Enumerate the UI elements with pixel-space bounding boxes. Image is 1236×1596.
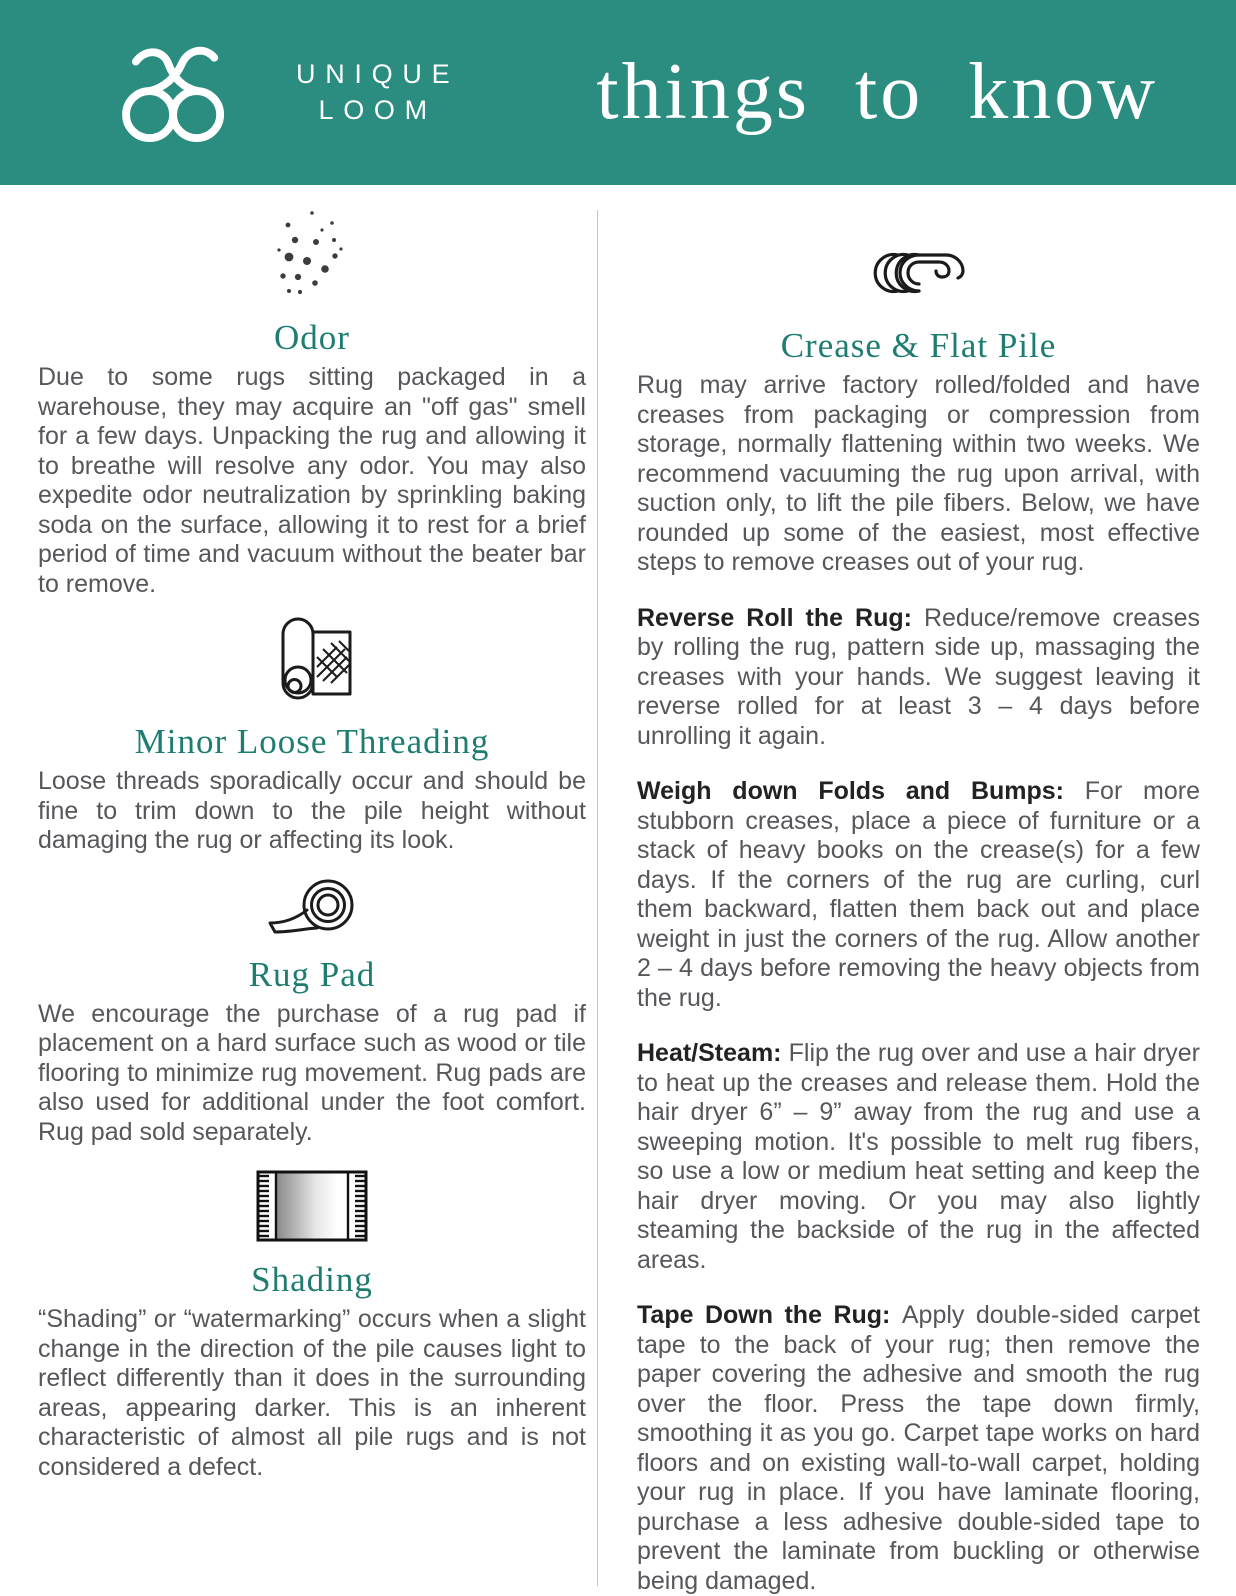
step-weigh-down-text: For more stubborn creases, place a piece of furniture or a stack of heavy books on the crease(s) for a few days. If the corners of the rug are curling, curl them backward, flatten them back out and place weight in just the corners of the rug. Allow another 2 – 4 days before removing the heavy objects from the rug.	[637, 777, 1201, 1012]
step-reverse-roll-label: Reverse Roll the Rug:	[637, 603, 924, 632]
section-body-odor: Due to some rugs sitting packaged in a warehouse, they may acquire an "off gas" smell for a few days. Unpacking the rug and allowing it to breathe will resolve any odor. You may also expedite odor neutralization by sprinkling baking soda on the surface, allowing it to rest for a brief period of time and vacuum without the beater bar to remove.	[38, 363, 586, 598]
step-reverse-roll-text: Reduce/remove creases by rolling the rug, pattern side up, massaging the creases with your hands. We suggest leaving it reverse rolled for at least 3 – 4 days before unrolling it again.	[637, 603, 1200, 750]
section-heading-odor: Odor	[274, 318, 350, 357]
section-body-threading: Loose threads sporadically occur and should be fine to trim down to the pile height without damaging the rug or affecting its look.	[38, 767, 586, 854]
section-heading-crease: Crease & Flat Pile	[780, 326, 1057, 365]
step-tape-down	[637, 1301, 1200, 1596]
step-reverse-roll	[637, 604, 1200, 752]
step-heat-steam	[637, 1039, 1200, 1275]
content-area	[0, 185, 1236, 1596]
section-heading-shading: Shading	[251, 1260, 373, 1299]
left-column	[38, 185, 586, 1596]
step-weigh-down-label: Weigh down Folds and Bumps:	[637, 777, 1085, 805]
brand-line-2: LOOM	[318, 94, 437, 125]
brand-line-1: UNIQUE	[296, 59, 460, 90]
step-heat-steam-label: Heat/Steam:	[637, 1039, 789, 1067]
column-divider	[597, 210, 598, 1586]
page-title: things to know	[596, 48, 1158, 136]
brand-name	[296, 57, 459, 127]
brand-logo-group	[92, 43, 459, 143]
section-heading-rugpad: Rug Pad	[248, 954, 376, 994]
rolled-rug-icon	[38, 615, 586, 705]
step-tape-down-label: Tape Down the Rug:	[637, 1301, 902, 1329]
step-tape-down-text: Apply double-sided carpet tape to the back of your rug; then remove the paper covering the adhesive and smooth the rug over the floor. Press the tape down firmly, smoothing it as you go. Carpet tape works on hard floors and on existing wall-to-wall carpet, holding your rug in place. If you have laminate flooring, purchase a less adhesive double-sided tape to prevent the laminate from buckling or otherwise being damaged.	[637, 1301, 1200, 1595]
step-weigh-down	[637, 777, 1200, 1013]
section-body-rugpad: We encourage the purchase of a rug pad if placement on a hard surface such as wood or tile flooring to minimize rug movement. Rug pads are also used for additional under the foot comfort. Rug pad sold separately.	[38, 999, 586, 1146]
section-body-shading: “Shading” or “watermarking” occurs when a slight change in the direction of the pile causes light to reflect differently than it does in the surrounding areas, appearing darker. This is an inherent characteristic of almost all pile rugs and is not considered a defect.	[38, 1305, 586, 1481]
rug-pad-roll-icon	[38, 876, 586, 938]
shaded-rug-icon	[38, 1169, 586, 1243]
unique-loom-logo-icon	[92, 43, 264, 143]
right-column	[637, 185, 1200, 1596]
step-heat-steam-text: Flip the rug over and use a hair dryer to heat up the creases and release them. Hold the hair dryer 6” – 9” away from the rug and use a sweeping motion. It's possible to melt rug fibers, so use a low or medium heat setting and keep the hair dryer moving. Or you may also lightly steaming the backside of the rug in the affected areas.	[637, 1039, 1200, 1274]
section-heading-threading: Minor Loose Threading	[134, 722, 490, 761]
crease-roll-icon	[637, 249, 1200, 297]
odor-dots-icon	[38, 209, 586, 301]
crease-intro: Rug may arrive factory rolled/folded and have creases from packaging or compression from storage, normally flattening within two weeks. We recommend vacuuming the rug upon arrival, with suction only, to lift the pile fibers. Below, we have rounded up some of the easiest, most effective steps to remove creases out of your rug.	[637, 371, 1200, 576]
header-banner	[0, 0, 1236, 185]
